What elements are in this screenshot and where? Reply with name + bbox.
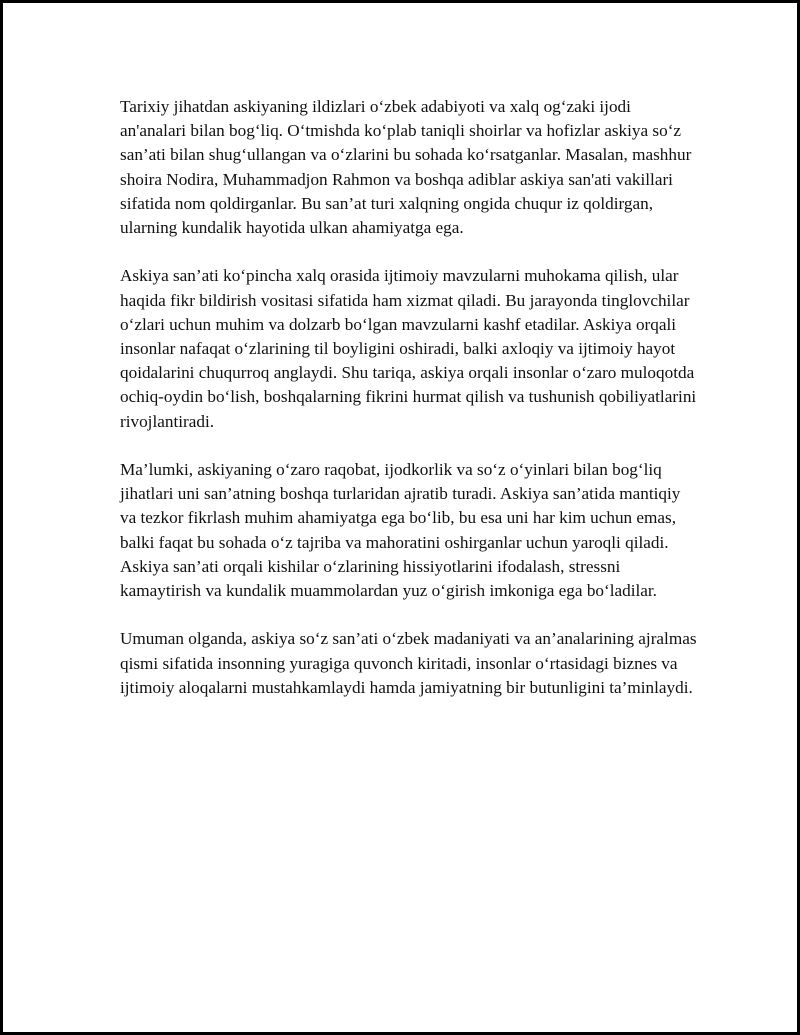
paragraph-3: Ma’lumki, askiyaning o‘zaro raqobat, ijodkorlik va so‘z o‘yinlari bilan bog‘liq jihatlari uni san’atning boshqa turlaridan ajratib turadi. Askiya san’atida mantiqiy va tezkor fikrlash muhim ahamiyatga ega bo‘lib, bu esa uni har kim uchun emas, balki faqat bu sohada o‘z tajriba va mahoratini oshirganlar uchun yaroqli qiladi. Askiya san’ati orqali kishilar o‘zlarining hissiyotlarini ifodalash, stressni kamaytirish va kundalik muammolardan yuz o‘girish imkoniga ega bo‘ladilar. [120, 460, 681, 601]
paragraph-2: Askiya san’ati ko‘pincha xalq orasida ijtimoiy mavzularni muhokama qilish, ular haqida fikr bildirish vositasi sifatida ham xizmat qiladi. Bu jarayonda tinglovchilar o‘zlari uchun muhim va dolzarb bo‘lgan mavzularni kashf etadilar. Askiya orqali insonlar nafaqat o‘zlarining til boyligini oshiradi, balki axloqiy va ijtimoiy hayot qoidalarini chuqurroq anglaydi. Shu tariqa, askiya orqali insonlar o‘zaro muloqotda ochiq-oydin bo‘lish, boshqalarning fikrini hurmat qilish va tushunish qobiliyatlarini rivojlantiradi. [120, 266, 697, 431]
paragraph-4: Umuman olganda, askiya so‘z san’ati o‘zbek madaniyati va an’analarining ajralmas qismi sifatida insonning yuragiga quvonch kiritadi, insonlar o‘rtasidagi biznes va ijtimoiy aloqalarni mustahkamlaydi hamda jamiyatning bir butunligini ta’minlaydi. [120, 629, 697, 697]
document-body [120, 95, 700, 724]
paragraph-1: Tarixiy jihatdan askiyaning ildizlari o‘zbek adabiyoti va xalq og‘zaki ijodi an'analari bilan bog‘liq. O‘tmishda ko‘plab taniqli shoirlar va hofizlar askiya so‘z san’ati bilan shug‘ullangan va o‘zlarini bu sohada ko‘rsatganlar. Masalan, mashhur shoira Nodira, Muhammadjon Rahmon va boshqa adiblar askiya san'ati vakillari sifatida nom qoldirganlar. Bu san’at turi xalqning ongida chuqur iz qoldirgan, ularning kundalik hayotida ulkan ahamiyatga ega. [120, 97, 692, 238]
